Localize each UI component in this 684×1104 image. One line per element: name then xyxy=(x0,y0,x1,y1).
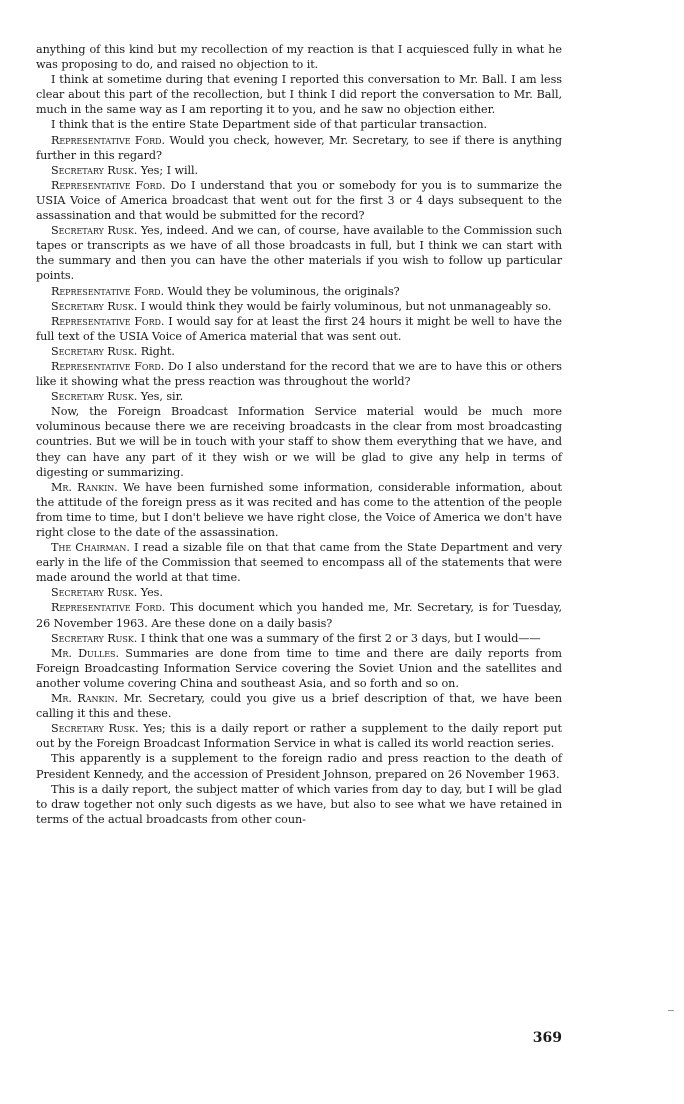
speaker-name: Representative Ford. xyxy=(51,178,166,192)
speaker-name: Mr. Rankin. xyxy=(51,480,118,494)
paragraph-text: We have been furnished some information, considerable information, about the attitude of the foreign press as it was recited and has come to the attention of the people from time to time, but I don't believe we have right close, the Voice of America we don't have right close to the date of the assassination. xyxy=(36,480,562,539)
paragraph-text: Yes, sir. xyxy=(137,390,184,404)
paragraph-text: I would say for at least the first 24 hours it might be well to have the full text of the USIA Voice of America material that was sent out. xyxy=(36,314,562,343)
paragraph xyxy=(36,299,562,314)
paragraph-text: Would you check, however, Mr. Secretary, to see if there is anything further in this regard? xyxy=(36,133,562,162)
speaker-name: Secretary Rusk. xyxy=(51,224,138,238)
speaker-name: Secretary Rusk. xyxy=(51,722,139,736)
paragraph xyxy=(36,178,562,223)
speaker-name: Representative Ford. xyxy=(51,284,165,298)
paragraph xyxy=(36,751,562,781)
paragraph-text: I think that one was a summary of the first 2 or 3 days, but I would—— xyxy=(137,631,541,645)
margin-mark xyxy=(668,1010,674,1011)
paragraph-text: Yes. xyxy=(137,586,163,600)
paragraph xyxy=(36,359,562,389)
paragraph xyxy=(36,344,562,359)
paragraph xyxy=(36,631,562,646)
paragraph-text: I would think they would be fairly voluminous, but not unmanageably so. xyxy=(137,299,552,313)
paragraph-text: Now, the Foreign Broadcast Information Service material would be much more voluminous because there we are receiving broadcasts in the clear from most broadcasting countries. But we will be in touch with your staff to show them everything that we have, and they can have any part of it they wish or we will be glad to give any help in terms of digesting or summarizing. xyxy=(36,405,562,479)
paragraph xyxy=(36,314,562,344)
speaker-name: Secretary Rusk. xyxy=(51,344,138,358)
paragraph xyxy=(36,600,562,630)
speaker-name: Representative Ford. xyxy=(51,359,165,373)
paragraph-text: This is a daily report, the subject matter of which varies from day to day, but I will be glad to draw together not only such digests as we have, but also to see what we have retained in terms of the actual broadcasts from other coun- xyxy=(36,782,562,826)
paragraph xyxy=(36,646,562,691)
speaker-name: Representative Ford. xyxy=(51,133,165,147)
paragraph xyxy=(36,585,562,600)
paragraph-text: I think at sometime during that evening I reported this conversation to Mr. Ball. I am less clear about this part of the recollection, but I think I did report the conversation to Mr. Ball, much in the same way as I am reporting it to you, and he saw no objection either. xyxy=(36,73,562,117)
paragraph xyxy=(36,284,562,299)
paragraph-text: Yes; this is a daily report or rather a supplement to the daily report put out by the Foreign Broadcast Information Service in what is called its world reaction series. xyxy=(36,722,562,751)
paragraph xyxy=(36,404,562,479)
paragraph-text: I think that is the entire State Department side of that particular transaction. xyxy=(51,118,488,132)
paragraph-text: This apparently is a supplement to the foreign radio and press reaction to the death of President Kennedy, and the accession of President Johnson, prepared on 26 November 1963. xyxy=(36,752,562,781)
paragraph-text: anything of this kind but my recollection of my reaction is that I acquiesced fully in what he was proposing to do, and raised no objection to it. xyxy=(36,43,562,72)
paragraph-text: Yes; I will. xyxy=(137,163,199,177)
paragraph xyxy=(36,540,562,585)
paragraph-text: I read a sizable file on that that came from the State Department and very early in the life of the Commission that seemed to encompass all of the statements that were made around the world at that time. xyxy=(36,541,562,585)
paragraph xyxy=(36,42,562,72)
paragraph-text: Right. xyxy=(137,344,175,358)
paragraph-text: Do I also understand for the record that we are to have this or others like it showing what the press reaction was throughout the world? xyxy=(36,359,562,389)
paragraph xyxy=(36,721,562,751)
speaker-name: Secretary Rusk. xyxy=(51,163,138,177)
paragraph-text: Do I understand that you or somebody for you is to summarize the USIA Voice of America broadcast that went out for the first 3 or 4 days subsequent to the assassination and that would be submitted for the record? xyxy=(36,178,562,223)
paragraph xyxy=(36,117,562,132)
paragraph xyxy=(36,223,562,283)
paragraph xyxy=(36,782,562,827)
paragraph xyxy=(36,389,562,404)
paragraph xyxy=(36,72,562,117)
speaker-name: Mr. Dulles. xyxy=(51,646,119,660)
paragraph-text: Mr. Secretary, could you give us a brief description of that, we have been calling it this and these. xyxy=(36,692,562,721)
paragraph xyxy=(36,163,562,178)
speaker-name: Representative Ford. xyxy=(51,601,166,615)
paragraph xyxy=(36,133,562,163)
paragraph xyxy=(36,691,562,721)
paragraph-text: This document which you handed me, Mr. Secretary, is for Tuesday, 26 November 1963. Are these done on a daily basis? xyxy=(36,601,562,630)
speaker-name: Secretary Rusk. xyxy=(51,390,138,404)
speaker-name: Secretary Rusk. xyxy=(51,631,138,645)
speaker-name: Secretary Rusk. xyxy=(51,586,138,600)
speaker-name: Secretary Rusk. xyxy=(51,299,138,313)
paragraph-text: Would they be voluminous, the originals? xyxy=(164,284,400,298)
page-number: 369 xyxy=(532,1030,562,1046)
paragraph-text: Summaries are done from time to time and there are daily reports from Foreign Broadcasting Information Service covering the Soviet Union and the satellites and another volume covering China and southeast Asia, and so forth and so on. xyxy=(36,646,562,690)
paragraph-text: Yes, indeed. And we can, of course, have available to the Commission such tapes or transcripts as we have of all those broadcasts in full, but I think we can start with the summary and then you can have the other materials if you wish to follow up particular points. xyxy=(36,224,562,283)
speaker-name: The Chairman. xyxy=(51,541,130,555)
transcript-page xyxy=(36,42,562,827)
speaker-name: Mr. Rankin. xyxy=(51,692,118,706)
speaker-name: Representative Ford. xyxy=(51,314,165,328)
paragraph xyxy=(36,480,562,540)
